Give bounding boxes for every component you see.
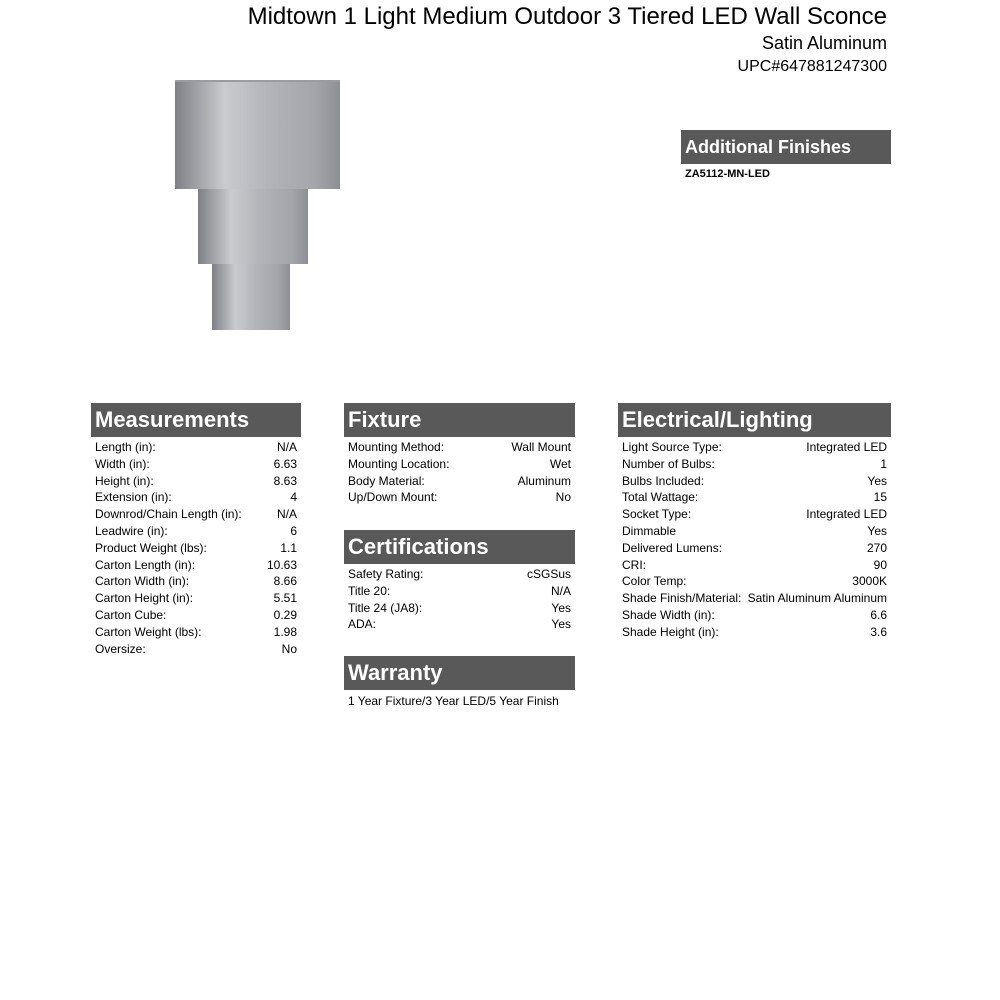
spec-value: 1.1	[280, 540, 297, 555]
warranty-text: 1 Year Fixture/3 Year LED/5 Year Finish	[348, 694, 559, 708]
spec-value: Satin Aluminum Aluminum	[747, 591, 887, 606]
electrical-rows	[618, 437, 891, 641]
title-block	[248, 3, 887, 79]
spec-label: Shade Finish/Material:	[622, 591, 742, 606]
spec-label: Carton Length (in):	[95, 557, 196, 572]
spec-row	[95, 624, 297, 641]
spec-row	[622, 590, 887, 607]
spec-row	[95, 439, 297, 456]
spec-row	[622, 540, 887, 557]
spec-row	[622, 506, 887, 523]
certifications-panel	[344, 530, 575, 633]
spec-row	[348, 473, 571, 490]
measurements-panel	[91, 403, 301, 657]
product-upc: UPC#647881247300	[737, 58, 887, 75]
spec-row	[95, 456, 297, 473]
spec-label: Body Material:	[348, 473, 425, 488]
spec-label: Downrod/Chain Length (in):	[95, 507, 242, 522]
spec-value: N/A	[550, 583, 571, 598]
electrical-panel	[618, 403, 891, 641]
spec-value: Yes	[551, 617, 571, 632]
spec-row	[622, 573, 887, 590]
spec-value: 1.98	[273, 624, 297, 639]
spec-row	[348, 616, 571, 633]
spec-value: Aluminum	[517, 473, 571, 488]
certifications-rows	[344, 564, 575, 633]
spec-label: Carton Cube:	[95, 607, 167, 622]
spec-value: 0.29	[273, 607, 297, 622]
spec-row	[622, 439, 887, 456]
spec-row	[622, 557, 887, 574]
spec-row	[95, 557, 297, 574]
spec-label: Up/Down Mount:	[348, 490, 438, 505]
spec-label: Oversize:	[95, 641, 146, 656]
spec-label: Carton Height (in):	[95, 591, 194, 606]
spec-label: CRI:	[622, 557, 646, 572]
spec-row	[348, 566, 571, 583]
spec-row	[95, 641, 297, 658]
spec-value: Wall Mount	[511, 440, 571, 454]
additional-finishes-heading: Additional Finishes	[681, 130, 891, 164]
spec-value: N/A	[276, 440, 297, 454]
spec-label: Safety Rating:	[348, 567, 424, 581]
spec-label: Extension (in):	[95, 490, 172, 505]
spec-label: Light Source Type:	[622, 440, 722, 454]
spec-value: Yes	[867, 523, 887, 538]
measurements-heading: Measurements	[91, 403, 301, 437]
spec-row	[95, 506, 297, 523]
product-finish: Satin Aluminum	[761, 33, 887, 53]
spec-label: ADA:	[348, 617, 377, 632]
spec-label: Leadwire (in):	[95, 523, 168, 538]
spec-value: 4	[290, 490, 297, 505]
spec-value: No	[555, 490, 571, 505]
spec-label: Delivered Lumens:	[622, 540, 723, 555]
spec-value: 3.6	[870, 624, 887, 639]
spec-value: Integrated LED	[806, 440, 887, 454]
spec-label: Title 24 (JA8):	[348, 600, 423, 615]
spec-value: 8.63	[273, 473, 297, 488]
spec-row	[348, 489, 571, 506]
spec-label: Length (in):	[95, 440, 156, 454]
spec-label: Carton Width (in):	[95, 574, 190, 589]
spec-value: 10.63	[266, 557, 297, 572]
spec-label: Width (in):	[95, 456, 150, 471]
spec-row	[622, 473, 887, 490]
spec-value: Yes	[867, 473, 887, 488]
spec-row	[622, 489, 887, 506]
spec-label: Height (in):	[95, 473, 154, 488]
spec-label: Shade Height (in):	[622, 624, 719, 639]
fixture-rows	[344, 437, 575, 506]
spec-value: N/A	[276, 507, 297, 522]
spec-label: Shade Width (in):	[622, 607, 715, 622]
fixture-panel	[344, 403, 575, 506]
tiered-wall-sconce-icon	[170, 78, 350, 338]
spec-row	[95, 473, 297, 490]
spec-value: 6.6	[870, 607, 887, 622]
spec-row	[622, 456, 887, 473]
product-image	[170, 78, 350, 338]
spec-row	[348, 583, 571, 600]
spec-value: 3000K	[852, 574, 887, 589]
spec-row	[95, 590, 297, 607]
measurements-rows	[91, 437, 301, 657]
spec-value: 1	[880, 456, 887, 471]
spec-value: No	[281, 641, 297, 656]
spec-row	[348, 439, 571, 456]
spec-row	[348, 456, 571, 473]
spec-label: Color Temp:	[622, 574, 687, 589]
spec-value: 5.51	[273, 591, 297, 606]
spec-row	[622, 624, 887, 641]
spec-label: Title 20:	[348, 583, 391, 598]
spec-label: Socket Type:	[622, 507, 692, 522]
spec-row	[348, 600, 571, 617]
spec-value: Integrated LED	[806, 507, 887, 522]
warranty-panel	[344, 656, 575, 710]
spec-row	[622, 607, 887, 624]
spec-label: Mounting Method:	[348, 440, 445, 454]
spec-label: Product Weight (lbs):	[95, 540, 207, 555]
spec-value: 6	[290, 523, 297, 538]
spec-value: 6.63	[273, 456, 297, 471]
spec-value: 8.66	[273, 574, 297, 589]
spec-label: Mounting Location:	[348, 456, 450, 471]
spec-label: Carton Weight (lbs):	[95, 624, 202, 639]
spec-label: Dimmable	[622, 523, 677, 538]
spec-row	[95, 573, 297, 590]
spec-value: Wet	[549, 456, 571, 471]
spec-value: Yes	[551, 600, 571, 615]
spec-value: 270	[866, 540, 887, 555]
spec-row	[95, 607, 297, 624]
spec-value: 15	[873, 490, 887, 505]
product-title: Midtown 1 Light Medium Outdoor 3 Tiered LED Wall Sconce	[247, 3, 887, 30]
additional-finishes	[681, 130, 891, 180]
electrical-heading: Electrical/Lighting	[618, 403, 891, 437]
finish-item[interactable]: ZA5112-MN-LED	[685, 168, 770, 180]
spec-value: 90	[873, 557, 887, 572]
spec-row	[95, 489, 297, 506]
spec-row	[622, 523, 887, 540]
spec-label: Number of Bulbs:	[622, 456, 715, 471]
spec-label: Total Wattage:	[622, 490, 699, 505]
spec-row	[95, 523, 297, 540]
spec-label: Bulbs Included:	[622, 473, 705, 488]
certifications-heading: Certifications	[344, 530, 575, 564]
warranty-heading: Warranty	[344, 656, 575, 690]
spec-value: cSGSus	[526, 567, 571, 581]
fixture-heading: Fixture	[344, 403, 575, 437]
spec-row	[95, 540, 297, 557]
